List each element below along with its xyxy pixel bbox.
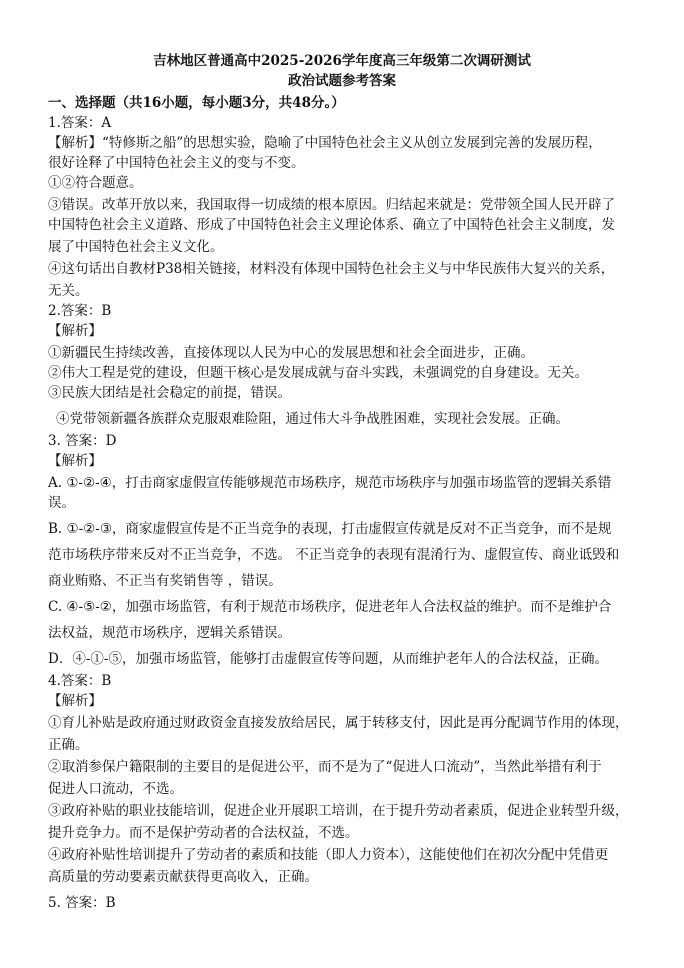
q3-option-line: B. ①-②-③，商家虚假宣传是不正当竞争的表现，打击虚假宣传就是反对不正当竞争，而不是规 — [48, 521, 612, 537]
q1-analysis-line: ③错误。改革开放以来，我国取得一切成绩的根本原因。归结起来就是：党带领全国人民开辟了 — [48, 197, 615, 213]
q3-option-line: 范市场秩序带来反对不正当竞争，不选。 不正当竞争的表现有混淆行为、虚假宣传、商业诋毁和 — [48, 547, 620, 563]
q5-answer: 5. 答案：B — [48, 895, 116, 911]
q3-option-line: 误。 — [48, 495, 75, 511]
q2-analysis-line: ①新疆民生持续改善，直接体现以人民为中心的发展思想和社会全面进步，正确。 — [48, 345, 534, 361]
section-heading: 一、选择题（共16小题，每小题3分，共48分。） — [48, 95, 345, 111]
q3-analysis-label: 【解析】 — [48, 453, 102, 469]
q4-analysis-line: ④政府补贴性培训提升了劳动者的素质和技能（即人力资本），这能使他们在初次分配中凭借更 — [48, 847, 609, 863]
q4-analysis-line: 高质量的劳动要素贡献获得更高收入，正确。 — [48, 869, 318, 885]
q4-analysis-line: 促进人口流动，不选。 — [48, 781, 183, 797]
q1-analysis-line: ④这句话出自教材P38相关链接，材料没有体现中国特色社会主义与中华民族伟大复兴的关系， — [48, 261, 615, 277]
q1-analysis-line: 无关。 — [48, 283, 89, 299]
q1-answer: 1.答案：A — [48, 115, 112, 131]
q4-answer: 4.答案：B — [48, 673, 112, 689]
q3-option-line: 商业贿赂、不正当有奖销售等 ，错误。 — [48, 573, 282, 589]
q4-analysis-line: ①育儿补贴是政府通过财政资金直接发放给居民，属于转移支付，因此是再分配调节作用的体现， — [48, 715, 629, 731]
q2-answer: 2.答案：B — [48, 303, 112, 319]
q2-analysis-line: ③民族大团结是社会稳定的前提，错误。 — [48, 385, 291, 401]
q4-analysis-line: 提升竞争力。而不是保护劳动者的合法权益，不选。 — [48, 825, 359, 841]
q4-analysis-line: 正确。 — [48, 737, 89, 753]
q1-analysis-line: ①②符合题意。 — [48, 175, 143, 191]
q2-analysis-line: ②伟大工程是党的建设，但题干核心是发展成就与奋斗实践，未强调党的自身建设。无关。 — [48, 365, 588, 381]
document-title: 吉林地区普通高中2025-2026学年度高三年级第二次调研测试 — [153, 53, 531, 69]
q3-option-line: 法权益，规范市场秩序，逻辑关系错误。 — [48, 625, 291, 641]
q2-analysis-line: ④党带领新疆各族群众克服艰难险阻，通过伟大斗争战胜困难，实现社会发展。正确。 — [56, 411, 569, 427]
q1-analysis-line: 【解析】“特修斯之船”的思想实验，隐喻了中国特色社会主义从创立发展到完善的发展历程， — [48, 135, 602, 151]
q4-analysis-line: ③政府补贴的职业技能培训，促进企业开展职工培训，在于提升劳动者素质，促进企业转型升级， — [48, 803, 629, 819]
q4-analysis-line: ②取消参保户籍限制的主要目的是促进公平，而不是为了“促进人口流动”，当然此举措有利于 — [48, 759, 602, 775]
q3-option-line: C. ④-⑤-②，加强市场监管，有利于规范市场秩序，促进老年人合法权益的维护。而不是维护合 — [48, 599, 612, 615]
q1-analysis-line: 展了中国特色社会主义文化。 — [48, 239, 224, 255]
q1-analysis-line: 很好诠释了中国特色社会主义的变与不变。 — [48, 155, 305, 171]
q3-option-line: D．④-①-⑤，加强市场监管，能够打击虚假宣传等问题，从而维护老年人的合法权益，正确。 — [48, 651, 608, 667]
q4-analysis-label: 【解析】 — [48, 693, 102, 709]
q2-analysis-label: 【解析】 — [48, 323, 102, 339]
q3-answer: 3. 答案：D — [48, 433, 117, 449]
q3-option-line: A. ①-②-④，打击商家虚假宣传能够规范市场秩序，规范市场秩序与加强市场监管的逻辑关系错 — [48, 475, 612, 491]
q1-analysis-line: 中国特色社会主义道路、形成了中国特色社会主义理论体系、确立了中国特色社会主义制度，发 — [48, 217, 615, 233]
document-subtitle: 政治试题参考答案 — [288, 73, 396, 89]
